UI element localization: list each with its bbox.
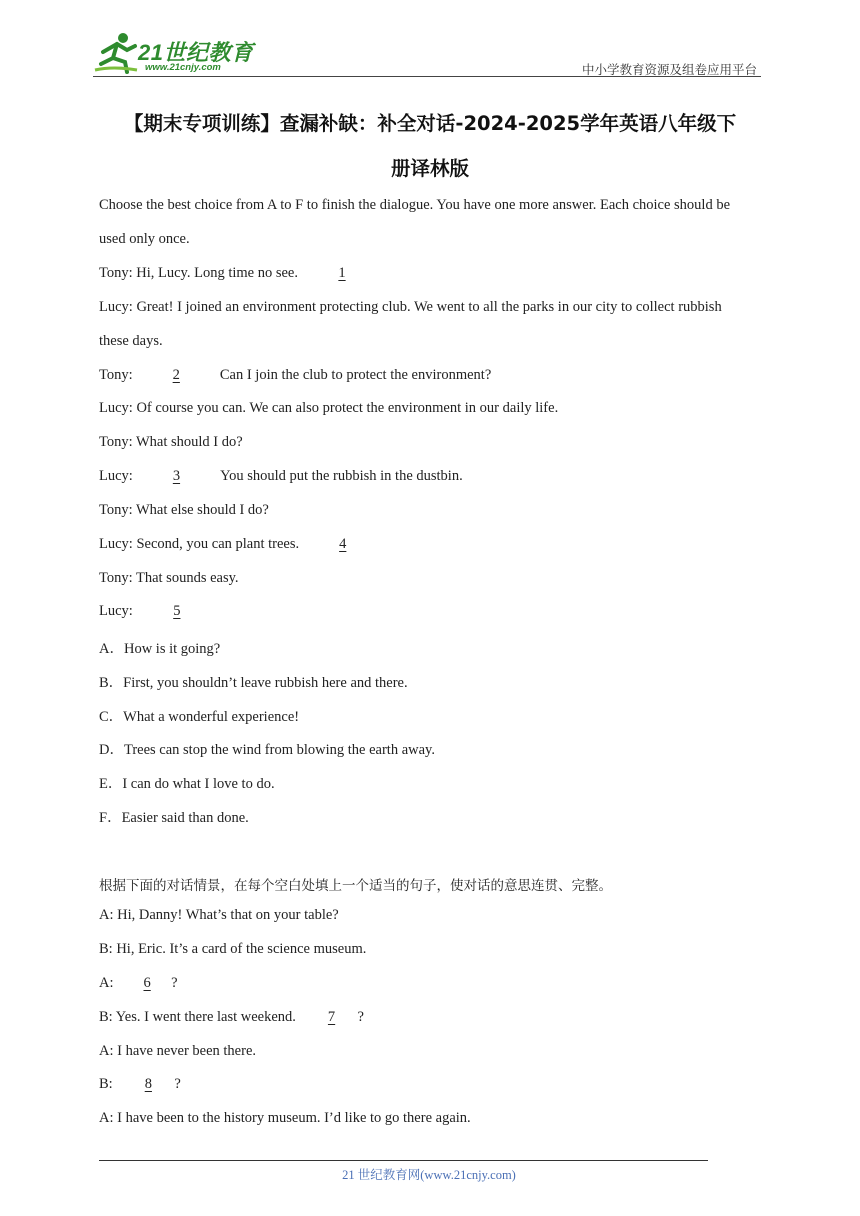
answer-blank-1[interactable]: 1: [338, 265, 346, 281]
dialogue-line: Tony: What else should I do?: [99, 502, 269, 518]
dialogue-text: You should put the rubbish in the dustbin.: [220, 468, 463, 484]
answer-blank-6[interactable]: 6: [143, 975, 151, 991]
dialogue-line: [99, 536, 377, 553]
punctuation: ?: [171, 975, 178, 991]
option-c: C．What a wonderful experience!: [99, 709, 300, 725]
dialogue-text: Can I join the club to protect the environment?: [219, 367, 492, 383]
option-b: B．First, you shouldn’t leave rubbish here and there.: [99, 675, 408, 691]
dialogue-line: [99, 1009, 364, 1026]
answer-blank-5[interactable]: 5: [173, 603, 181, 619]
option-a: A．How is it going?: [99, 641, 221, 657]
dialogue-line: [99, 975, 178, 992]
brand-logo: [93, 30, 263, 76]
page-title-line-2: 册译林版: [390, 157, 469, 180]
speaker-label: B:: [99, 1076, 113, 1092]
dialogue-line: [99, 603, 180, 620]
header-divider: [93, 76, 761, 77]
dialogue-line: [99, 367, 491, 384]
instruction-line-1: Choose the best choice from A to F to finish the dialogue. You have one more answer. Each choice should be: [99, 197, 731, 213]
runner-logo-icon: [93, 30, 139, 76]
dialogue-line: [99, 1076, 181, 1093]
option-d: D．Trees can stop the wind from blowing the earth away.: [99, 742, 435, 758]
footer-link[interactable]: 21 世纪教育网(www.21cnjy.com): [342, 1168, 516, 1182]
punctuation: ?: [357, 1009, 364, 1025]
dialogue-line: A: I have never been there.: [99, 1043, 257, 1059]
instruction-line-2: used only once.: [99, 231, 190, 247]
answer-blank-7[interactable]: 7: [327, 1009, 336, 1025]
answer-blank-4[interactable]: 4: [339, 536, 347, 552]
dialogue-line: A: I have been to the history museum. I’d like to go there again.: [99, 1110, 471, 1126]
section2-instruction: 根据下面的对话情景，在每个空白处填上一个适当的句子，使对话的意思连贯、完整。: [99, 878, 612, 894]
punctuation: ?: [174, 1076, 181, 1092]
footer-divider: [99, 1160, 708, 1161]
dialogue-line: B: Hi, Eric. It’s a card of the science museum.: [99, 941, 367, 957]
dialogue-line: A: Hi, Danny! What’s that on your table?: [99, 907, 339, 923]
logo-url: www.21cnjy.com: [145, 62, 221, 73]
dialogue-line: Tony: What should I do?: [99, 434, 243, 450]
dialogue-text: B: Yes. I went there last weekend.: [99, 1009, 296, 1025]
speaker-label: Lucy:: [99, 468, 133, 484]
speaker-label: Tony:: [99, 367, 133, 383]
page-header: [93, 30, 761, 78]
speaker-label: Lucy:: [99, 603, 133, 619]
answer-blank-2[interactable]: 2: [172, 367, 180, 383]
speaker-label: A:: [99, 975, 114, 991]
dialogue-line: Lucy: Of course you can. We can also protect the environment in our daily life.: [99, 400, 559, 416]
dialogue-line: [99, 265, 346, 282]
option-e: E．I can do what I love to do.: [99, 776, 275, 792]
page-title-line-1: 【期末专项训练】查漏补缺：补全对话-2024-2025学年英语八年级下: [123, 112, 737, 135]
option-f: F．Easier said than done.: [99, 810, 249, 826]
dialogue-line: Lucy: Great! I joined an environment protecting club. We went to all the parks in our city to collect rubbish: [99, 299, 722, 315]
answer-blank-8[interactable]: 8: [144, 1076, 152, 1092]
dialogue-line: these days.: [99, 333, 163, 349]
header-platform-label: 中小学教育资源及组卷应用平台: [581, 62, 757, 77]
dialogue-line: [99, 468, 463, 485]
dialogue-text: Lucy: Second, you can plant trees.: [99, 536, 300, 552]
dialogue-line: Tony: That sounds easy.: [99, 570, 239, 586]
answer-blank-3[interactable]: 3: [172, 468, 181, 484]
logo-text: 21世纪教育: [138, 40, 254, 65]
dialogue-text: Tony: Hi, Lucy. Long time no see.: [99, 265, 298, 281]
